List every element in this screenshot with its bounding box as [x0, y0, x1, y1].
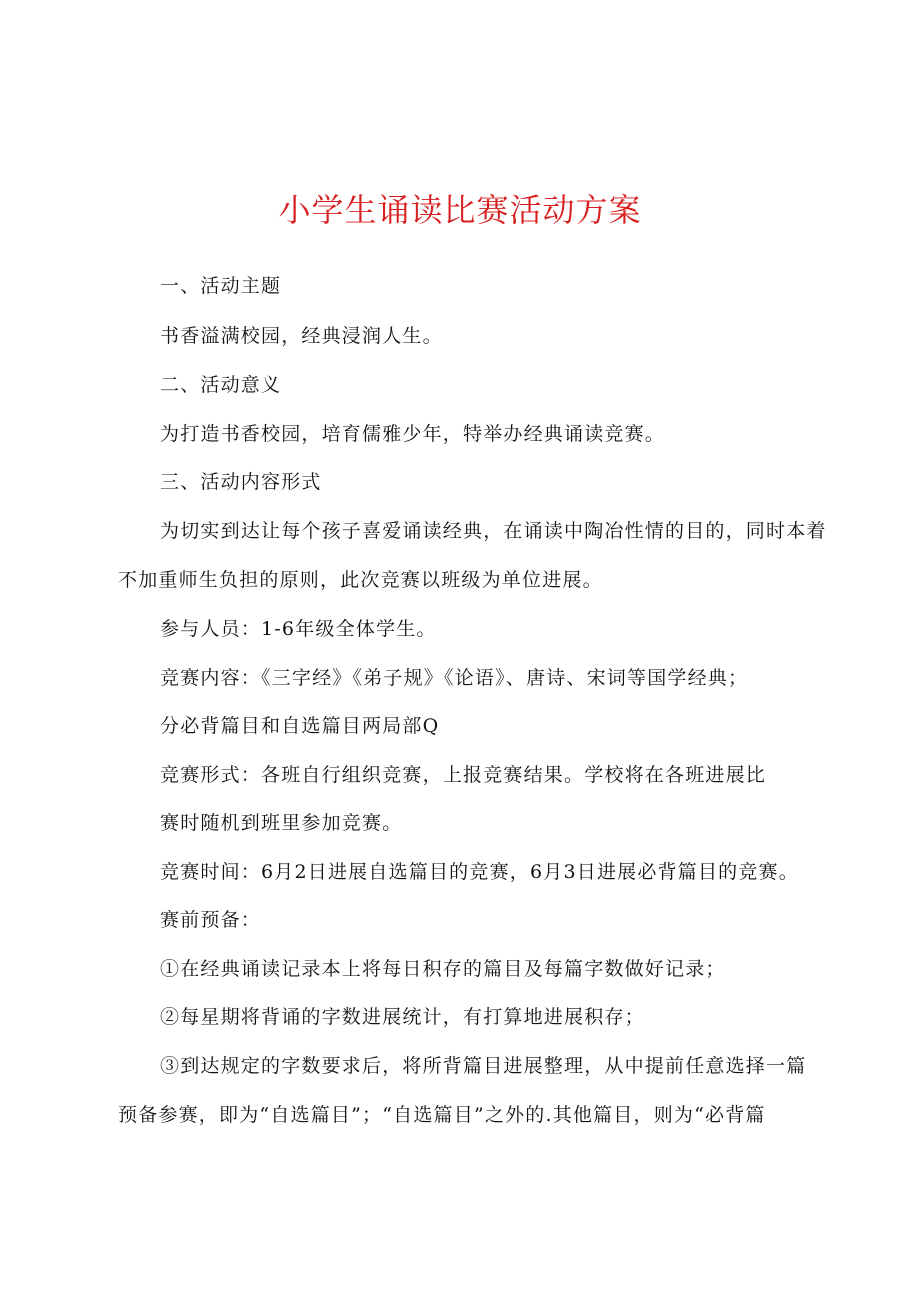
paragraph-format-line-1: 竞赛形式：各班自行组织竞赛，上报竞赛结果。学校将在各班进展比: [160, 764, 767, 786]
heading-activity-meaning: 二、活动意义: [160, 374, 282, 396]
heading-activity-theme: 一、活动主题: [160, 275, 282, 297]
paragraph-format-line-2: 赛时随机到班里参加竞赛。: [160, 812, 403, 834]
paragraph-meaning: 为打造书香校园，培育儒雅少年，特举办经典诵读竞赛。: [160, 423, 666, 445]
paragraph-competition-content: 竞赛内容：《三字经》《弟子规》《论语》、唐诗、宋词等国学经典；: [160, 667, 749, 689]
heading-activity-content: 三、活动内容形式: [160, 471, 322, 493]
list-item-3-line-2: 预备参赛，即为“自选篇目”；“自选篇目”之外的.其他篇目，则为“必背篇: [118, 1104, 766, 1126]
paragraph-content-line-1: 为切实到达让每个孩子喜爱诵读经典，在诵读中陶冶性情的目的，同时本着: [160, 520, 827, 542]
list-item-1: ①在经典诵读记录本上将每日积存的篇目及每篇字数做好记录；: [160, 958, 726, 980]
paragraph-content-line-2: 不加重师生负担的原则，此次竞赛以班级为单位进展。: [118, 569, 603, 591]
paragraph-preparation-heading: 赛前预备：: [160, 909, 262, 931]
document-title: 小学生诵读比赛活动方案: [278, 191, 642, 229]
list-item-3-line-1: ③到达规定的字数要求后，将所背篇目进展整理，从中提前任意选择一篇: [160, 1055, 807, 1077]
paragraph-participants: 参与人员：1-6年级全体学生。: [160, 618, 437, 640]
list-item-2: ②每星期将背诵的字数进展统计，有打算地进展积存；: [160, 1006, 645, 1028]
paragraph-sections: 分必背篇目和自选篇目两局部Q: [160, 715, 440, 737]
paragraph-time: 竞赛时间：6月2日进展自选篇目的竞赛，6月3日进展必背篇目的竞赛。: [160, 861, 799, 883]
paragraph-theme: 书香溢满校园，经典浸润人生。: [160, 325, 443, 347]
